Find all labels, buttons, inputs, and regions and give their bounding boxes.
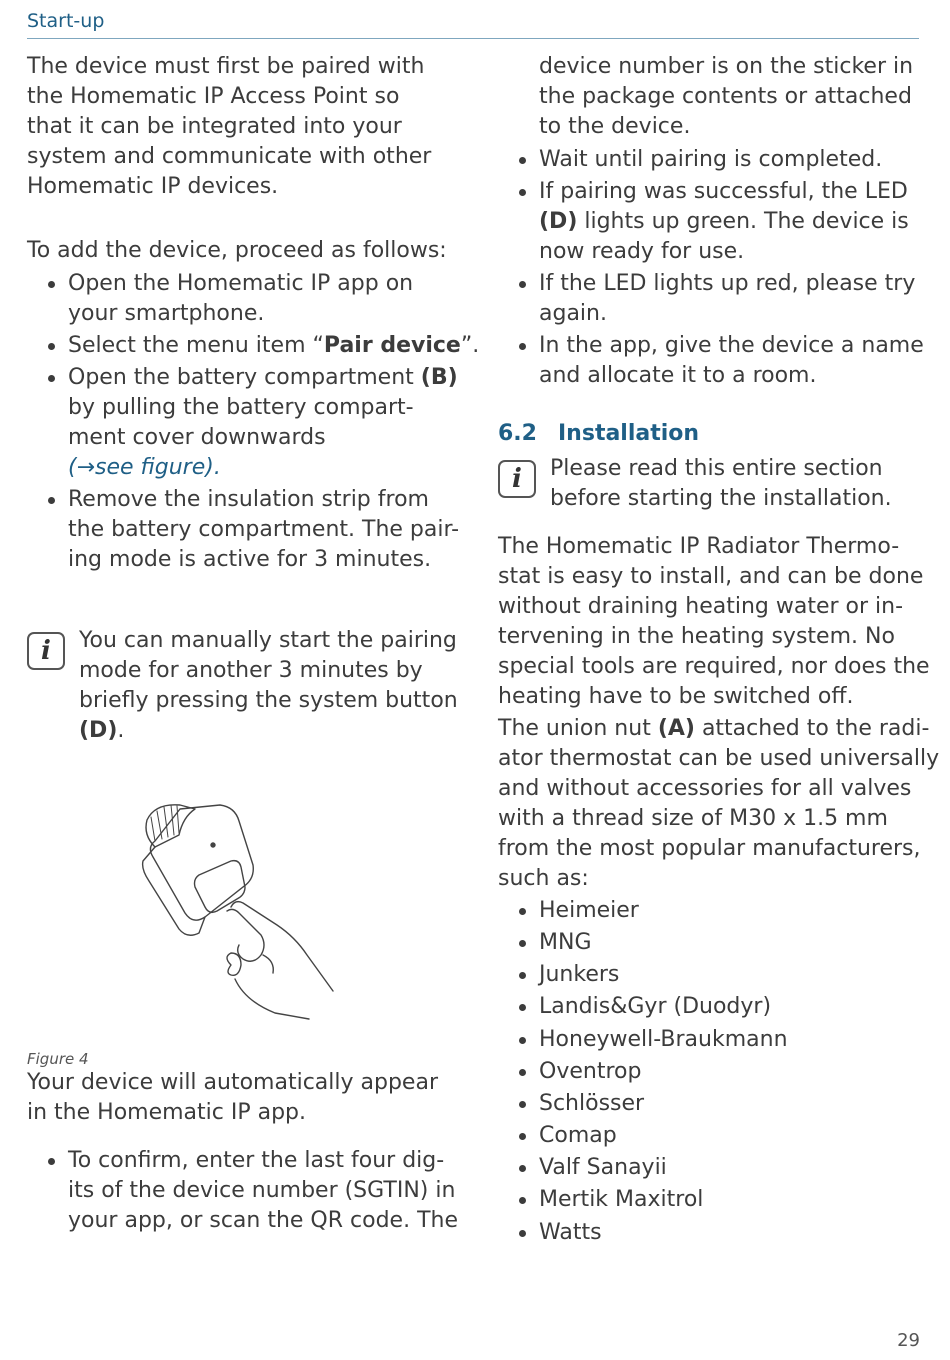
list-item-text: In the app, give the device a name: [539, 333, 924, 358]
note-line: [79, 716, 124, 746]
paragraph-line: without draining heating water or in-: [498, 594, 904, 619]
hand-wrist: [235, 979, 309, 1019]
appear-line: Your device will automatically appear: [27, 1070, 438, 1095]
manufacturer-item: Watts: [539, 1218, 602, 1248]
hand-finger: [231, 902, 333, 991]
list-item-text: lights up green. The device is: [577, 209, 909, 234]
manufacturer-item: Schlösser: [539, 1089, 644, 1119]
manufacturer-item: Heimeier: [539, 896, 639, 926]
paragraph-text: The union nut: [498, 716, 658, 741]
list-item-text: the battery compartment. The pair-: [68, 517, 460, 542]
hand-knuckle: [227, 953, 241, 975]
label-a: (A): [657, 716, 695, 741]
header-title: Start-up: [27, 10, 105, 32]
list-item: [68, 363, 458, 393]
paragraph-line: ator thermostat can be used universally: [498, 746, 940, 771]
list-item: [539, 177, 908, 207]
intro-line: the Homematic IP Access Point so: [27, 84, 400, 109]
page-header: [27, 8, 919, 39]
see-figure-link[interactable]: (→see figure).: [68, 455, 221, 480]
hand-thumb: [263, 955, 273, 973]
manufacturer-item: Valf Sanayii: [539, 1153, 667, 1183]
paragraph-line: The Homematic IP Radiator Thermo-: [498, 534, 900, 559]
list-item: [539, 331, 924, 361]
note-line: mode for another 3 minutes by: [79, 658, 423, 683]
manufacturer-item: Landis&Gyr (Duodyr): [539, 992, 771, 1022]
thermostat-knob: [146, 805, 195, 847]
manufacturer-item: Honeywell-Braukmann: [539, 1025, 788, 1055]
menu-item-name: Pair device: [323, 333, 461, 358]
list-item: [68, 1146, 444, 1176]
section-title: Installation: [558, 421, 700, 446]
label-b: (B): [420, 365, 458, 390]
list-item: [539, 269, 915, 299]
list-item-text: your smartphone.: [68, 301, 265, 326]
list-item-text: Remove the insulation strip from: [68, 487, 429, 512]
led-dot: [211, 843, 215, 847]
list-item-text: Open the battery compartment: [68, 365, 421, 390]
list-item-text: ment cover downwards: [68, 425, 326, 450]
intro-line: The device must first be paired with: [27, 54, 425, 79]
note-line: You can manually start the pairing: [79, 628, 457, 653]
thermostat-side: [143, 847, 205, 935]
list-item-text: and allocate it to a room.: [539, 363, 817, 388]
list-item: [68, 485, 429, 515]
manufacturer-item: Mertik Maxitrol: [539, 1185, 703, 1215]
note-line: briefly pressing the system button: [79, 688, 458, 713]
list-item-text: your app, or scan the QR code. The: [68, 1208, 458, 1233]
list-item-text: [539, 207, 909, 237]
manufacturer-item: MNG: [539, 928, 592, 958]
list-item-text: ing mode is active for 3 minutes.: [68, 547, 432, 572]
list-item-text: Select the menu item “: [68, 333, 324, 358]
list-item-text: If pairing was successful, the LED: [539, 179, 908, 204]
manufacturer-item: Comap: [539, 1121, 617, 1151]
manufacturer-item: Junkers: [539, 960, 619, 990]
appear-line: in the Homematic IP app.: [27, 1100, 307, 1125]
list-item: [68, 269, 413, 299]
list-item-text: If the LED lights up red, please try: [539, 271, 916, 296]
paragraph-text: attached to the radi-: [694, 716, 930, 741]
list-item-text: To confirm, enter the last four dig-: [68, 1148, 445, 1173]
paragraph-line: from the most popular manufacturers,: [498, 836, 921, 861]
paragraph-line: such as:: [498, 866, 589, 891]
figure-caption: Figure 4: [27, 1050, 89, 1068]
page-number: 29: [897, 1330, 920, 1351]
info-icon: [27, 632, 65, 670]
intro-line: system and communicate with other: [27, 144, 432, 169]
list-item: [68, 331, 479, 361]
list-item-text: Open the Homematic IP app on: [68, 271, 414, 296]
section-heading: [498, 419, 699, 449]
proceed-text: To add the device, proceed as follows:: [27, 238, 447, 263]
list-item-text: the package contents or attached: [539, 84, 912, 109]
paragraph-line: with a thread size of M30 x 1.5 mm: [498, 806, 888, 831]
note-line: Please read this entire section: [550, 456, 883, 481]
info-icon-letter: i: [512, 464, 522, 494]
paragraph-line: heating have to be switched off.: [498, 684, 854, 709]
section-number: 6.2: [498, 421, 537, 446]
list-item-text: to the device.: [539, 114, 691, 139]
label-d: (D): [539, 209, 578, 234]
list-item-text: ”.: [460, 333, 480, 358]
list-item-text: again.: [539, 301, 607, 326]
list-item: [539, 145, 882, 175]
paragraph-line: [498, 714, 929, 744]
info-icon-letter: i: [41, 636, 51, 666]
paragraph-line: tervening in the heating system. No: [498, 624, 895, 649]
intro-line: Homematic IP devices.: [27, 174, 279, 199]
list-item-text: by pulling the battery compart-: [68, 395, 414, 420]
list-item-text: its of the device number (SGTIN) in: [68, 1178, 456, 1203]
paragraph-line: stat is easy to install, and can be done: [498, 564, 924, 589]
note-end: .: [117, 718, 125, 743]
list-item-text: Wait until pairing is completed.: [539, 147, 883, 172]
note-line: before starting the installation.: [550, 486, 892, 511]
label-d: (D): [79, 718, 118, 743]
paragraph-line: special tools are required, nor does the: [498, 654, 930, 679]
list-item-text: now ready for use.: [539, 239, 745, 264]
list-item-text: device number is on the sticker in: [539, 54, 914, 79]
paragraph-line: and without accessories for all valves: [498, 776, 912, 801]
intro-line: that it can be integrated into your: [27, 114, 402, 139]
manufacturer-item: Oventrop: [539, 1057, 641, 1087]
info-icon: [498, 460, 536, 498]
thermostat-figure: [135, 795, 350, 1025]
